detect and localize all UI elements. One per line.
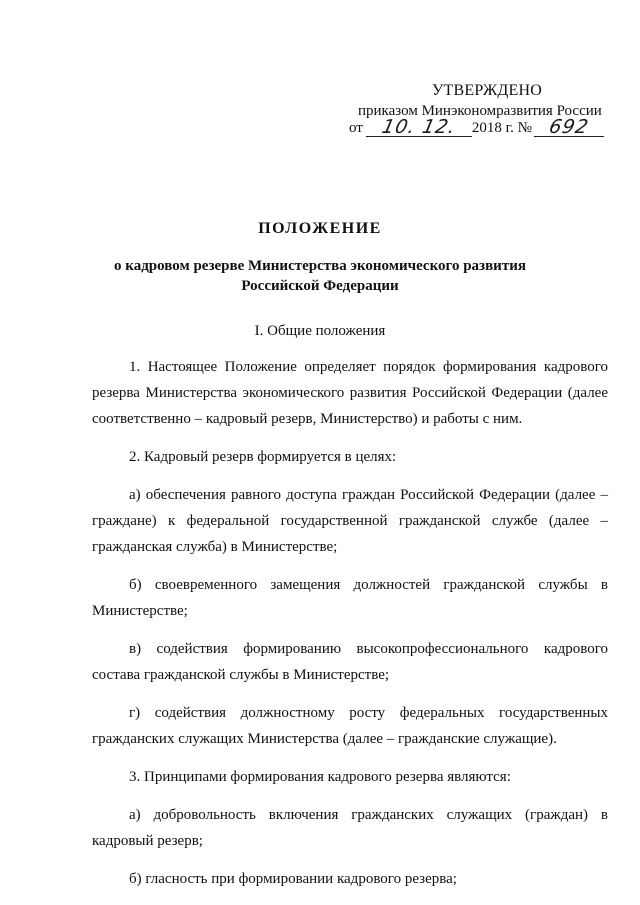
- paragraph: а) добровольность включения гражданских служащих (граждан) в кадровый резерв;: [92, 807, 608, 849]
- number-blank: [534, 118, 604, 137]
- section-title: I. Общие положения: [254, 323, 386, 339]
- year-text: 2018 г. №: [471, 120, 532, 136]
- paragraph: в) содействия формированию высокопрофессионального кадрового состава гражданской службы в Министерстве;: [92, 641, 608, 683]
- document-title: ПОЛОЖЕНИЕ: [258, 220, 382, 237]
- handwritten-date: 10. 12.: [379, 116, 458, 138]
- document-subtitle: [0, 256, 640, 296]
- approval-order-line: приказом Минэкономразвития России: [358, 103, 602, 119]
- paragraph: 2. Кадровый резерв формируется в целях:: [129, 449, 397, 465]
- approval-date-row: [349, 118, 604, 140]
- subtitle-line-2: Российской Федерации: [241, 278, 399, 294]
- body-text: [92, 354, 608, 904]
- paragraph: б) гласность при формировании кадрового резерва;: [129, 871, 457, 887]
- date-prefix: от: [349, 120, 363, 136]
- approval-stamp: [0, 0, 640, 150]
- paragraph: г) содействия должностному росту федеральных государственных гражданских служащих Министерства (далее – гражданские служащие).: [92, 705, 608, 747]
- paragraph: а) обеспечения равного доступа граждан Российской Федерации (далее – граждане) к федеральной государственной гражданской службе (далее – гражданская служба) в Министерстве;: [92, 487, 608, 555]
- approval-title: УТВЕРЖДЕНО: [432, 82, 543, 99]
- handwritten-number: 692: [546, 116, 591, 138]
- subtitle-line-1: о кадровом резерве Министерства экономического развития: [114, 258, 526, 274]
- date-blank: [366, 118, 472, 137]
- paragraph: 3. Принципами формирования кадрового резерва являются:: [129, 769, 511, 785]
- paragraph: 1. Настоящее Положение определяет порядок формирования кадрового резерва Министерства экономического развития Российской Федерации (далее соответственно – кадровый резерв, Министерство) и работы с ним.: [92, 359, 608, 427]
- paragraph: б) своевременного замещения должностей гражданской службы в Министерстве;: [92, 577, 608, 619]
